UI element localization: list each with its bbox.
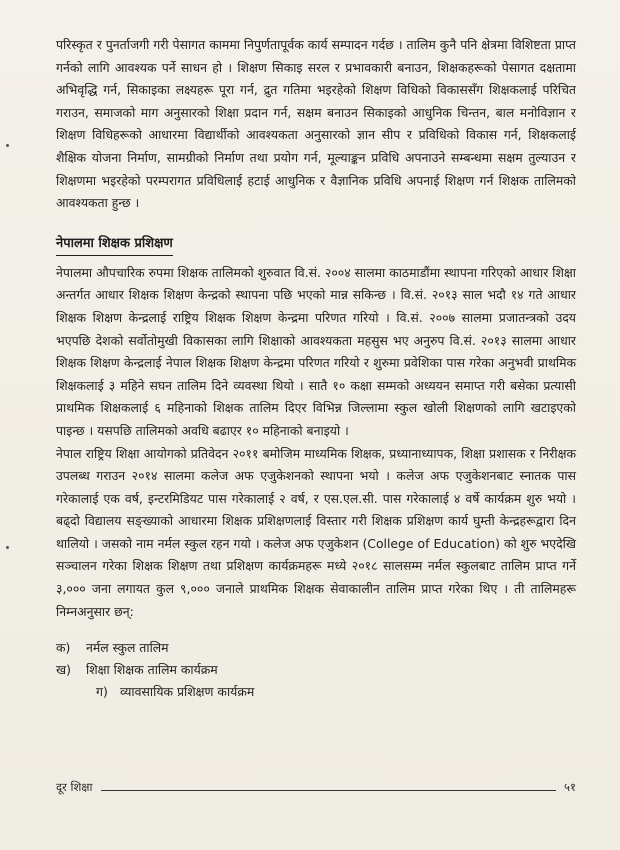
paragraph-history: नेपालमा औपचारिक रुपमा शिक्षक तालिमको शुरुवात वि.सं. २००४ सालमा काठमाडौंमा स्थापना गरिएको आधार शिक्षा अन्तर्गत आधार शिक्षक शिक्षण केन्द्रको स्थापना पछि भएको मान्न सकिन्छ । वि.सं. २०१३ साल भदौ १४ गते आधार शिक्षक शिक्षण केन्द्रलाई राष्ट्रिय शिक्षक शिक्षण केन्द्रमा परिणत गरियो । वि.सं. २००७ सालमा प्रजातन्त्रको उदय भएपछि देशको सर्वोतोमुखी विकासका लागि शिक्षाको आवश्यकता महसुस भए अनुरुप वि.सं. २०१३ सालमा आधार शिक्षक शिक्षण केन्द्रलाई नेपाल शिक्षक शिक्षण केन्द्रमा परिणत गरियो र शुरुमा प्रवेशिका पास गरेका अनुभवी प्राथमिक शिक्षकलाई ३ महिने सघन तालिम दिने व्यवस्था थियो । सातै १० कक्षा सम्मको अध्ययन समाप्त गरी बसेका प्रत्यासी प्राथमिक शिक्षकलाई ६ महिनाको शिक्षक तालिम दिएर विभिन्न जिल्लामा स्कुल खोली शिक्षणको लागि खटाइएको पाइन्छ । यसपछि तालिमको अवधि बढाएर १० महिनाको बनाइयो । (56, 264, 576, 438)
page-number: ५१ (564, 780, 576, 794)
training-list (56, 637, 576, 703)
list-item (56, 637, 576, 659)
paragraph-commission: नेपाल राष्ट्रिय शिक्षा आयोगको प्रतिवेदन २०११ बमोजिम माध्यमिक शिक्षक, प्रध्यानाध्यापक, शिक्षा प्रशासक र निरीक्षक उपलब्ध गराउन २०१४ सालमा कलेज अफ एजुकेशनको स्थापना भयो । कलेज अफ एजुकेशनबाट स्नातक पास गरेकालाई एक वर्ष, इन्टरमिडियट पास गरेकालाई २ वर्ष, र एस.एल.सी. पास गरेकालाई ४ वर्षे कार्यक्रम शुरु भयो । बढ्दो विद्यालय सङ्ख्याको आधारमा शिक्षक प्रशिक्षणलाई विस्तार गरी शिक्षक प्रशिक्षण कार्य घुम्ती केन्द्रहरूद्वारा दिन थालियो । जसको नाम नर्मल स्कुल रहन गयो । कलेज अफ एजुकेशन (College of Education) को शुरु भएदेखि सञ्चालन गरेका शिक्षक शिक्षण तथा प्रशिक्षण कार्यक्रमहरू मध्ये २०१८ सालसम्म नर्मल स्कुलबाट तालिम प्राप्त गर्ने ३,००० जना लगायत कुल ९,००० जनाले प्राथमिक शिक्षक सेवाकालीन तालिम प्राप्त गरेका थिए । ती तालिमहरू निम्नअनुसार छन्: (56, 445, 576, 619)
list-item-text: नर्मल स्कुल तालिम (86, 640, 169, 656)
list-item (56, 681, 576, 703)
list-item-text: शिक्षा शिक्षक तालिम कार्यक्रम (86, 662, 218, 678)
section-heading: नेपालमा शिक्षक प्रशिक्षण (56, 233, 173, 256)
journal-name: दूर शिक्षा (56, 780, 93, 794)
scan-dot (6, 546, 9, 549)
list-item-text: व्यावसायिक प्रशिक्षण कार्यक्रम (120, 684, 255, 700)
list-marker: क) (56, 640, 71, 656)
page-footer (56, 780, 576, 795)
list-marker: ख) (56, 662, 71, 678)
footer-rule (101, 790, 557, 791)
list-marker: ग) (96, 684, 108, 700)
paragraph-intro: परिस्कृत र पुनर्ताजगी गरी पेसागत काममा निपुर्णतापूर्वक कार्य सम्पादन गर्दछ । तालिम कुनै पनि क्षेत्रमा विशिष्टता प्राप्त गर्नको लागि आवश्यक पर्ने साधन हो । शिक्षण सिकाइ सरल र प्रभावकारी बनाउन, शिक्षकहरूको पेसागत दक्षतामा अभिवृद्धि गर्न, सिकाइका लक्ष्यहरू पूरा गर्न, द्रुत गतिमा भइरहेको शिक्षण विधिको विकाससँग शिक्षकलाई परिचित गराउन, समाजको माग अनुसारको शिक्षा प्रदान गर्न, सक्षम बनाउन सिकाइको आधुनिक चिन्तन, बाल मनोविज्ञान र शिक्षण विधिहरूको आधारमा विद्यार्थीको आवश्यकता अनुसारको ज्ञान सीप र प्रविधिको विकास गर्न, शिक्षकलाई शैक्षिक योजना निर्माण, सामग्रीको निर्माण तथा प्रयोग गर्न, मूल्याङ्कन प्रविधि अपनाउने सम्बन्धमा सक्षम तुल्याउन र शिक्षणमा भइरहेको परम्परागत प्रविधिलाई हटाई आधुनिक र वैज्ञानिक प्रविधि अपनाई शिक्षण गर्न शिक्षक तालिमको आवश्यकता हुन्छ । (56, 37, 576, 211)
page-content (56, 34, 576, 703)
scan-dot (6, 144, 9, 147)
list-item (56, 659, 576, 681)
